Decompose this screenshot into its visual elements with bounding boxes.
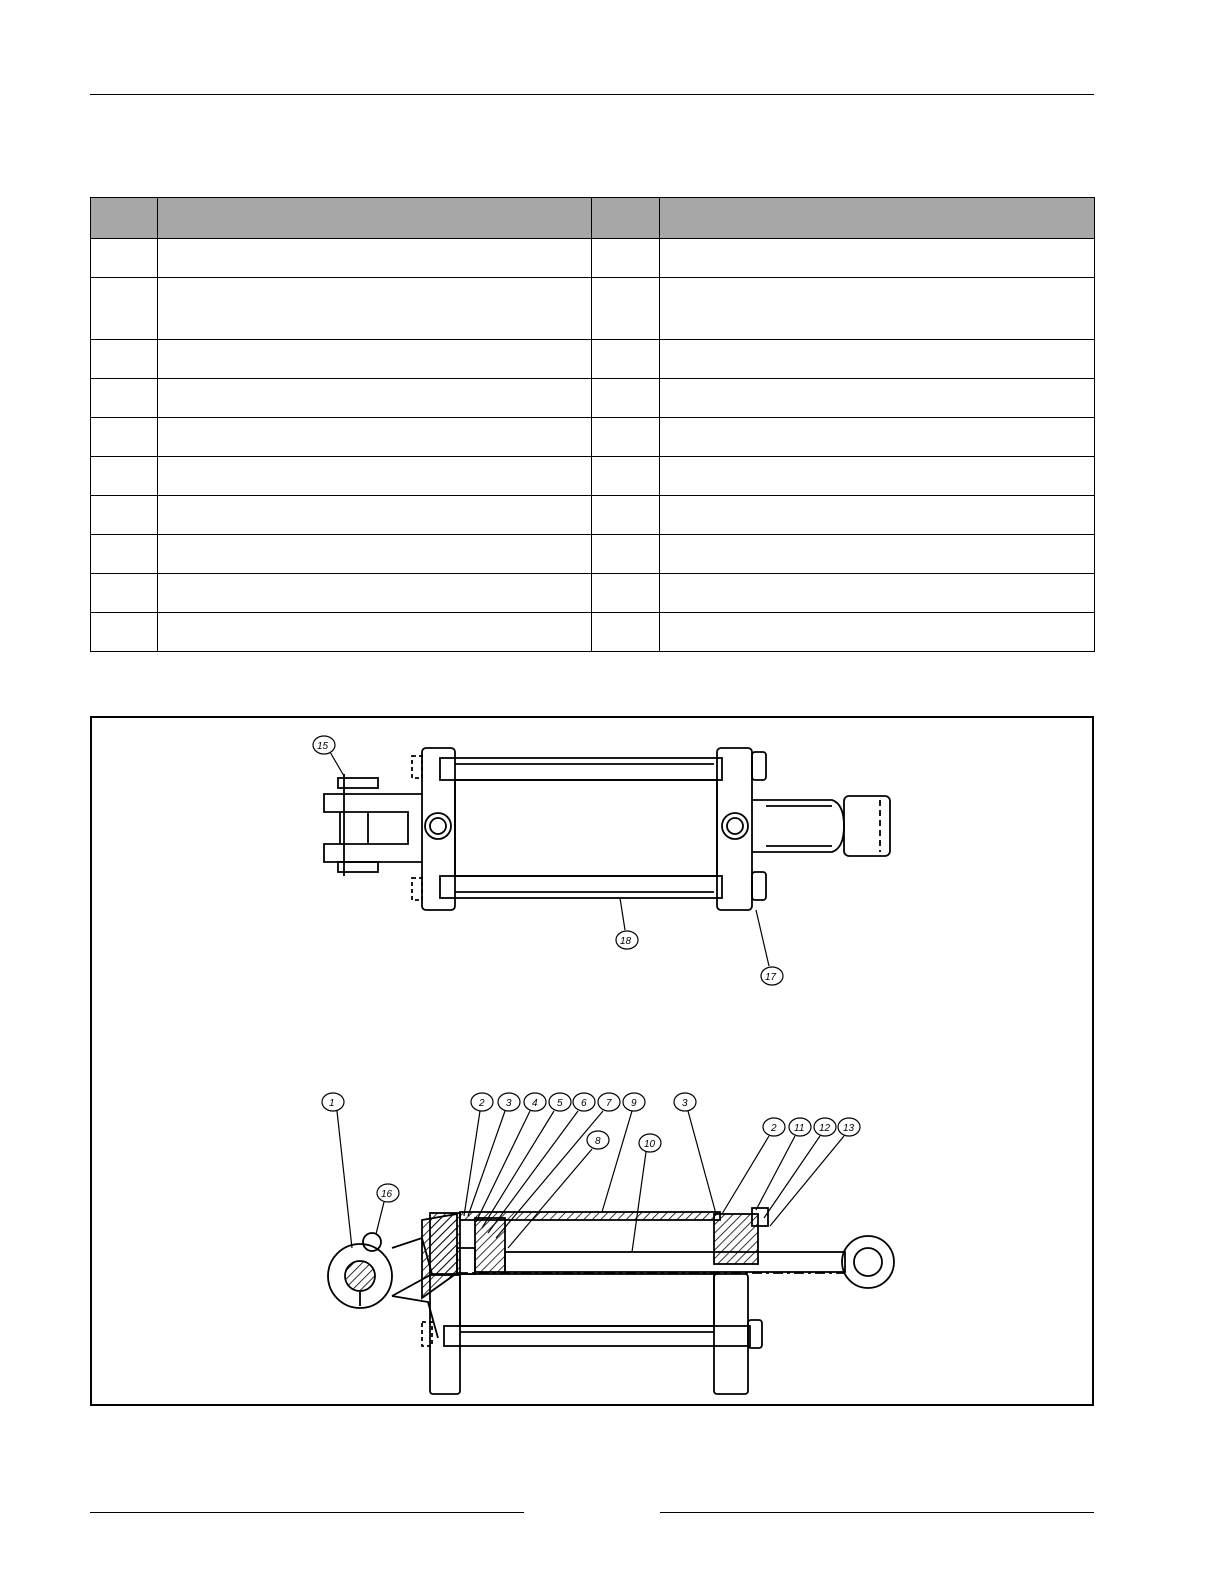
table-row — [91, 340, 1095, 379]
table-row — [91, 457, 1095, 496]
table-cell — [158, 574, 592, 613]
table-cell — [91, 340, 158, 379]
cylinder-drawing — [92, 718, 1092, 1404]
table-cell — [660, 613, 1095, 652]
top-view-callouts — [313, 736, 783, 985]
table-cell — [592, 379, 660, 418]
table-cell — [91, 613, 158, 652]
table-cell — [158, 496, 592, 535]
table-row — [91, 535, 1095, 574]
footer-rule-left — [90, 1512, 524, 1513]
table-cell — [592, 340, 660, 379]
table-cell — [592, 496, 660, 535]
top-view — [324, 748, 890, 910]
section-view-callouts — [322, 1093, 860, 1252]
table-cell — [660, 418, 1095, 457]
callout-15: 15 — [317, 741, 329, 752]
table-row — [91, 239, 1095, 278]
rod-end — [844, 796, 890, 856]
callout-3-head: 3 — [682, 1098, 688, 1109]
callout-8: 8 — [595, 1136, 601, 1147]
table-cell — [660, 496, 1095, 535]
callout-4: 4 — [532, 1098, 538, 1109]
table-cell — [660, 239, 1095, 278]
table-cell — [91, 574, 158, 613]
table-cell — [158, 239, 592, 278]
callout-5: 5 — [557, 1098, 563, 1109]
section-view — [328, 1208, 894, 1394]
header-rule — [90, 94, 1094, 95]
piston-rod — [505, 1252, 845, 1272]
table-cell — [660, 457, 1095, 496]
callout-6: 6 — [581, 1098, 587, 1109]
table-cell — [158, 340, 592, 379]
callout-2: 2 — [479, 1098, 485, 1109]
tie-rod — [440, 876, 722, 898]
table-row — [91, 496, 1095, 535]
callout-9: 9 — [631, 1098, 637, 1109]
column-header-item — [592, 198, 660, 239]
parts-table — [90, 197, 1095, 652]
table-cell — [158, 535, 592, 574]
table-row — [91, 574, 1095, 613]
piston — [475, 1218, 505, 1272]
callout-7: 7 — [606, 1098, 612, 1109]
table-cell — [660, 379, 1095, 418]
callout-11: 11 — [794, 1123, 805, 1134]
callout-17: 17 — [765, 972, 777, 983]
barrel — [455, 780, 717, 876]
callout-16: 16 — [381, 1189, 393, 1200]
table-cell — [158, 457, 592, 496]
table-header-row — [91, 198, 1095, 239]
table-cell — [91, 239, 158, 278]
column-header-item — [91, 198, 158, 239]
table-cell — [592, 613, 660, 652]
table-row — [91, 379, 1095, 418]
callout-12: 12 — [819, 1123, 831, 1134]
table-cell — [158, 278, 592, 340]
table-cell — [660, 340, 1095, 379]
table-cell — [592, 278, 660, 340]
table-cell — [660, 278, 1095, 340]
table-cell — [91, 496, 158, 535]
column-header-description — [158, 198, 592, 239]
table-cell — [592, 418, 660, 457]
table-row — [91, 418, 1095, 457]
table-cell — [660, 574, 1095, 613]
callout-2-head: 2 — [771, 1123, 777, 1134]
callout-10: 10 — [644, 1139, 656, 1150]
table-cell — [592, 535, 660, 574]
table-cell — [158, 379, 592, 418]
callout-13: 13 — [843, 1123, 855, 1134]
table-cell — [158, 613, 592, 652]
table-cell — [91, 379, 158, 418]
footer-rule-right — [660, 1512, 1094, 1513]
table-cell — [158, 418, 592, 457]
callout-18: 18 — [620, 936, 632, 947]
table-cell — [91, 278, 158, 340]
tie-rod — [440, 758, 722, 780]
table-row — [91, 278, 1095, 340]
table-cell — [660, 535, 1095, 574]
table-cell — [592, 457, 660, 496]
table-cell — [91, 418, 158, 457]
table-cell — [91, 535, 158, 574]
callout-1: 1 — [329, 1098, 335, 1109]
table-cell — [592, 239, 660, 278]
cylinder-diagram — [90, 716, 1094, 1406]
callout-3: 3 — [506, 1098, 512, 1109]
column-header-description — [660, 198, 1095, 239]
rod-eye — [842, 1236, 894, 1288]
table-cell — [592, 574, 660, 613]
table-row — [91, 613, 1095, 652]
table-cell — [91, 457, 158, 496]
